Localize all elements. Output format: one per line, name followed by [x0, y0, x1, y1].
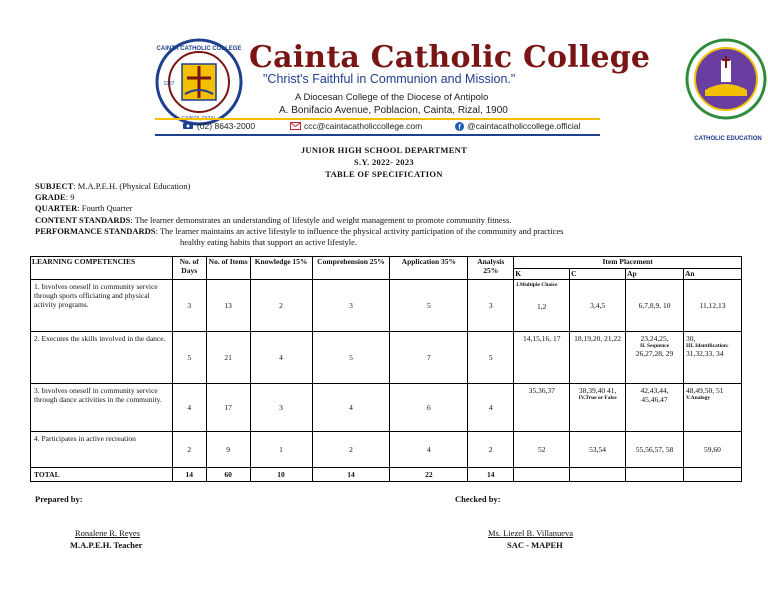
analysis-cell: 2	[468, 432, 514, 468]
items-cell: 9	[206, 432, 250, 468]
subject-row: SUBJECT: M.A.P.E.H. (Physical Education)	[35, 181, 191, 191]
performance-standards-value: The learner maintains an active lifestyle to influence the physical activity participation of the community and practices	[159, 225, 564, 236]
contact-bar-blue-line	[155, 134, 600, 136]
header-analysis: Analysis 25%	[468, 257, 514, 280]
test-type-label: IV.True or False	[578, 395, 617, 401]
total-knowledge: 10	[250, 468, 312, 482]
email-address: ccc@caintacatholiccollege.com	[304, 121, 423, 131]
header-items: No. of Items	[206, 257, 250, 280]
contact-phone	[182, 121, 255, 131]
an-placement-cell: 11,12,13	[683, 280, 741, 332]
c-placement-cell	[570, 384, 626, 432]
c-placement-cell: 18,19,20, 21,22	[570, 332, 626, 384]
contact-email	[290, 121, 422, 131]
email-icon	[290, 122, 301, 130]
item-numbers: 48,49,50, 51	[685, 386, 724, 395]
an-placement-cell: 59,60	[683, 432, 741, 468]
prepared-by-name: Ronalene R. Reyes	[75, 528, 140, 538]
competency-cell: 1. Involves oneself in community service through sports officiating and physical activity programs.	[31, 280, 173, 332]
header-days: No. of Days	[172, 257, 206, 280]
test-type-label: II. Sequence	[640, 343, 670, 349]
contact-facebook	[455, 121, 580, 131]
c-placement-cell: 53,54	[570, 432, 626, 468]
total-comprehension: 14	[312, 468, 390, 482]
table-row	[31, 384, 742, 432]
catholic-education-logo	[685, 38, 767, 120]
item-numbers: 23,24,25,	[640, 334, 669, 343]
knowledge-cell: 3	[250, 384, 312, 432]
college-seal-logo	[155, 38, 243, 126]
header-ap: Ap	[626, 268, 684, 280]
days-cell: 4	[172, 384, 206, 432]
total-row	[31, 468, 742, 482]
subject-value: M.A.P.E.H. (Physical Education)	[77, 181, 191, 191]
k-placement-cell: 14,15,16, 17	[514, 332, 570, 384]
grade-row: GRADE: 9	[35, 192, 75, 203]
knowledge-cell: 1	[250, 432, 312, 468]
phone-number: (02) 8643-2000	[197, 121, 256, 131]
ap-placement-cell: 55,56,57, 58	[626, 432, 684, 468]
table-row	[31, 432, 742, 468]
comprehension-cell: 5	[312, 332, 390, 384]
analysis-cell: 4	[468, 384, 514, 432]
seal-text: CAINTA CATHOLIC COLLEGE	[156, 46, 242, 52]
item-numbers: 31,32,33, 34	[685, 349, 724, 358]
application-cell: 6	[390, 384, 468, 432]
total-k	[514, 468, 570, 482]
header-k: K	[514, 268, 570, 280]
department-heading: JUNIOR HIGH SCHOOL DEPARTMENT	[300, 145, 468, 155]
college-subtitle: A Diocesan College of the Diocese of Antipolo	[295, 92, 489, 103]
total-an	[683, 468, 741, 482]
content-standards-row: CONTENT STANDARDS: The learner demonstrates an understanding of lifestyle and weight management to promote community fitness.	[35, 214, 512, 225]
specification-table	[30, 256, 742, 482]
items-cell: 13	[206, 280, 250, 332]
competency-cell: 2. Executes the skills involved in the dance.	[31, 332, 173, 384]
competency-cell: 3. Involves oneself in community service through dance activities in the community.	[31, 384, 173, 432]
checked-by-name: Ms. Liezel B. Villanueva	[488, 528, 574, 538]
items-cell: 21	[206, 332, 250, 384]
competency-cell: 4. Participates in active recreation	[31, 432, 173, 468]
comprehension-cell: 3	[312, 280, 390, 332]
header-c: C	[570, 268, 626, 280]
an-placement-cell	[683, 332, 741, 384]
header-an: An	[683, 268, 741, 280]
k-placement-cell	[514, 280, 570, 332]
item-numbers: 1,2	[537, 302, 547, 311]
contact-bar	[155, 118, 600, 134]
item-numbers: 26,27,28, 29	[635, 349, 674, 358]
comprehension-cell: 4	[312, 384, 390, 432]
prepared-by-label: Prepared by:	[35, 494, 83, 504]
application-cell: 4	[390, 432, 468, 468]
ap-placement-cell: 42,43,44, 45,46,47	[626, 384, 684, 432]
svg-text:f: f	[458, 123, 461, 131]
facebook-handle: @caintacatholiccollege.official	[467, 121, 581, 131]
seal-year: 1937	[163, 81, 175, 87]
c-placement-cell: 3,4,5	[570, 280, 626, 332]
k-placement-cell: 35,36,37	[514, 384, 570, 432]
items-cell: 17	[206, 384, 250, 432]
quarter-value: Fourth Quarter	[81, 203, 133, 214]
total-label: TOTAL	[31, 468, 173, 482]
performance-standards-continuation: healthy eating habits that support an active lifestyle.	[180, 237, 358, 248]
days-cell: 2	[172, 432, 206, 468]
table-row	[31, 332, 742, 384]
knowledge-cell: 4	[250, 332, 312, 384]
test-type-label: V.Analogy	[685, 395, 711, 401]
grade-value: 9	[70, 192, 75, 203]
total-items: 60	[206, 468, 250, 482]
analysis-cell: 5	[468, 332, 514, 384]
comprehension-cell: 2	[312, 432, 390, 468]
performance-standards-row: PERFORMANCE STANDARDS: The learner maintains an active lifestyle to influence the physical activity participation of the community and practices	[35, 225, 564, 236]
days-cell: 5	[172, 332, 206, 384]
total-c	[570, 468, 626, 482]
ap-placement-cell: 6,7,8,9, 10	[626, 280, 684, 332]
an-placement-cell	[683, 384, 741, 432]
knowledge-cell: 2	[250, 280, 312, 332]
college-motto: "Christ's Faithful in Communion and Mission."	[263, 72, 516, 86]
catholic-education-caption: CATHOLIC EDUCATION	[694, 136, 762, 142]
document-title: TABLE OF SPECIFICATION	[325, 169, 443, 179]
header-item-placement: Item Placement	[514, 257, 742, 269]
checked-by-label: Checked by:	[455, 494, 501, 504]
application-cell: 7	[390, 332, 468, 384]
college-address: A. Bonifacio Avenue, Poblacion, Cainta, Rizal, 1900	[279, 105, 508, 116]
prepared-by-role: M.A.P.E.H. Teacher	[70, 540, 143, 550]
phone-icon	[182, 122, 194, 130]
total-analysis: 14	[468, 468, 514, 482]
header-competencies: LEARNING COMPETENCIES	[31, 257, 173, 280]
header-knowledge: Knowledge 15%	[250, 257, 312, 280]
test-type-label: III. Identification:	[685, 343, 729, 349]
item-numbers: 30,	[685, 334, 696, 343]
content-standards-value: The learner demonstrates an understanding of lifestyle and weight management to promote community fitness.	[134, 214, 512, 225]
facebook-icon	[455, 122, 464, 131]
school-year: S.Y. 2022- 2023	[354, 157, 414, 167]
subject-info-block	[35, 181, 563, 248]
quarter-row: QUARTER: Fourth Quarter	[35, 203, 133, 214]
contact-bar-gold-line	[155, 118, 600, 120]
item-numbers: 38,39,40 41,	[578, 386, 617, 395]
application-cell: 5	[390, 280, 468, 332]
k-placement-cell: 52	[514, 432, 570, 468]
test-type-label: I.Multiple Choice	[516, 282, 558, 288]
days-cell: 3	[172, 280, 206, 332]
ap-placement-cell	[626, 332, 684, 384]
total-days: 14	[172, 468, 206, 482]
header-comprehension: Comprehension 25%	[312, 257, 390, 280]
total-ap	[626, 468, 684, 482]
analysis-cell: 3	[468, 280, 514, 332]
table-row	[31, 280, 742, 332]
checked-by-role: SAC - MAPEH	[507, 540, 563, 550]
college-name: Cainta Catholic College	[249, 40, 651, 75]
header-application: Application 35%	[390, 257, 468, 280]
total-application: 22	[390, 468, 468, 482]
